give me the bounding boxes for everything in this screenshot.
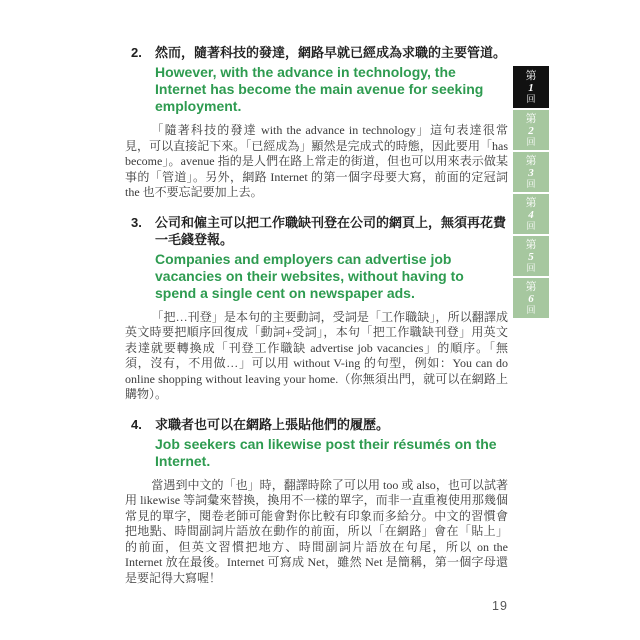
chapter-tab-prefix: 第: [525, 280, 537, 293]
chapter-tab-number: 1: [528, 81, 534, 94]
item-sentence-zh: 求職者也可以在網路上張貼他們的履歷。: [155, 416, 390, 432]
item-sentence-zh-row: [125, 416, 508, 433]
page-number: 19: [492, 599, 508, 613]
lesson-item-3: [125, 214, 508, 403]
item-explanation: 「隨著科技的發達 with the advance in technology」這句表達很常見，可以直接記下來。「已經成為」顯然是完成式的時態，因此要用「has become」。avenue 指的是人們在路上常走的街道，但也可以用來表示做某事的「管道」。另外，網路 Internet 的第一個字母要大寫，前面的定冠詞 the 也不要忘記要加上去。: [125, 123, 508, 199]
chapter-tab-5[interactable]: [513, 236, 549, 276]
chapter-tab-prefix: 第: [525, 112, 537, 125]
chapter-tab-number: 5: [528, 250, 534, 263]
chapter-tab-number: 4: [528, 208, 534, 221]
chapter-tab-prefix: 第: [525, 154, 537, 167]
chapter-tab-suffix: 回: [526, 136, 536, 147]
item-number: 2.: [131, 45, 142, 60]
chapter-tab-2[interactable]: [513, 110, 549, 150]
chapter-tab-suffix: 回: [526, 220, 536, 231]
chapter-tab-suffix: 回: [526, 262, 536, 273]
item-translation-en: Companies and employers can advertise job vacancies on their websites, without having to spend a single cent on newspaper ads.: [155, 250, 464, 301]
chapter-tab-prefix: 第: [525, 238, 537, 251]
item-sentence-zh-row: [125, 44, 508, 61]
chapter-tab-suffix: 回: [526, 178, 536, 189]
chapter-tab-rail: [513, 66, 549, 318]
chapter-tab-suffix: 回: [526, 304, 536, 315]
chapter-tab-prefix: 第: [525, 69, 537, 82]
item-number: 3.: [131, 214, 142, 230]
chapter-tab-1[interactable]: [513, 66, 549, 108]
chapter-tab-suffix: 回: [526, 93, 536, 104]
chapter-tab-3[interactable]: [513, 152, 549, 192]
item-explanation: 「把…刊登」是本句的主要動詞，受詞是「工作職缺」，所以翻譯成英文時要把順序回復成「動詞+受詞」，本句「把工作職缺刊登」用英文表達就要轉換成「刊登工作職缺 advertise job vacancies」的順序。「無須，沒有，不用做…」可以用 without V-ing 的句型，例如：You can do online shopping without leaving your home.（你無須出門，就可以在網路上購物）。: [125, 309, 508, 401]
chapter-tab-number: 2: [528, 124, 534, 137]
chapter-tab-prefix: 第: [525, 196, 537, 209]
chapter-tab-number: 3: [528, 166, 534, 179]
item-translation-en: Job seekers can likewise post their résumés on the Internet.: [155, 435, 497, 469]
item-explanation: 當遇到中文的「也」時，翻譯時除了可以用 too 或 also，也可以試著用 likewise 等詞彙來替換，換用不一樣的單字，而非一直重複使用那幾個常見的單字，閱卷老師可能會對你比較有印象而多給分。中文的習慣會把地點、時間副詞片語放在動作的前面，所以「在網路」會在「貼上」的前面，但英文習慣把地方、時間副詞片語放在句尾，所以 on the Internet 放在最後。Internet 可寫成 Net，雖然 Net 是簡稱，第一個字母還是要記得大寫喔！: [125, 477, 508, 585]
lesson-item-2: [125, 44, 508, 201]
item-sentence-zh: 然而，隨著科技的發達，網路早就已經成為求職的主要管道。: [155, 45, 507, 60]
item-number: 4.: [131, 416, 142, 432]
item-translation-en: However, with the advance in technology, the Internet has become the main avenue for seeking employment.: [155, 64, 484, 114]
item-sentence-zh: 公司和僱主可以把工作職缺刊登在公司的網頁上，無須再花費一毛錢登報。: [155, 214, 507, 247]
lesson-item-4: [125, 416, 508, 587]
lesson-content: [125, 44, 508, 599]
item-sentence-zh-row: [125, 214, 508, 248]
chapter-tab-4[interactable]: [513, 194, 549, 234]
chapter-tab-6[interactable]: [513, 278, 549, 318]
chapter-tab-number: 6: [528, 292, 534, 305]
